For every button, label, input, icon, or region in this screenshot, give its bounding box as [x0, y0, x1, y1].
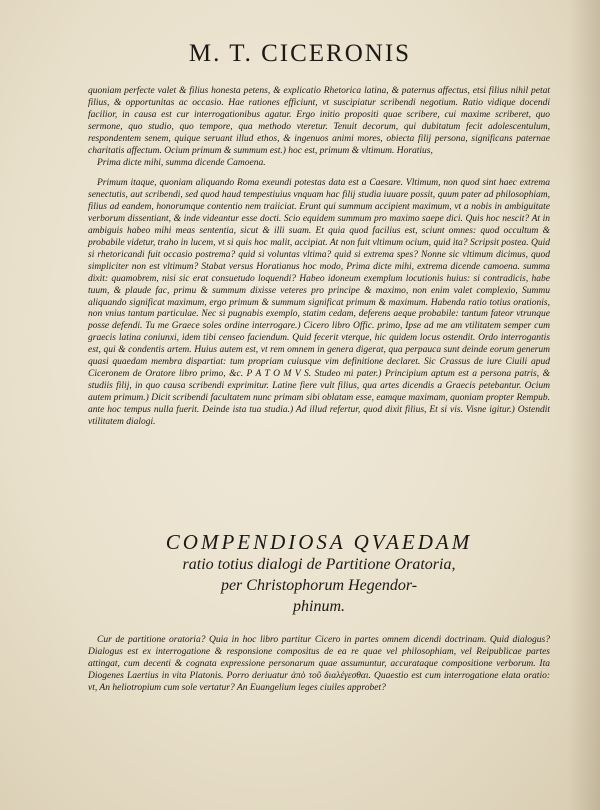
- commentary-block-top: [88, 86, 550, 170]
- commentary-paragraph: quoniam perfecte valet & filius honesta petens, & explicatio Rhetorica latina, & paternus affectus, etsi filius nihil petat filius, & opportunitas ac occasio. Hae rationes efficiunt, vt suscipiatur scribendi negotium. Ratio vidique docendi facilior, in causa est cur interrogationibus agatur. Ergo initio propositi quae scribere, cui maxime scriberet, quo sermone, quo studio, quo tempore, qua methodo vteretur. Tenuit decorum, qui dubitatum fecit adolescentulum, respondentem senem, quique seruant illud ethos, & ingenuos animi mores, obiecta filij persona, significans paternae charitatis affectum. Ocium primum & summum est.) hoc est, primum & vltimum. Horatius,: [88, 86, 550, 156]
- horace-verse: Prima dicte mihi, summa dicende Camoena.: [97, 157, 266, 168]
- section-title: COMPENDIOSA QVAEDAM: [165, 530, 473, 554]
- commentary-paragraph: Primum itaque, quoniam aliquando Roma exeundi potestas data est a Caesare. Vltimum, non quod sint haec extrema senectutis, aut scribendi, sed quod haud tempestiuius vnquam hac filij studia iuuare possit, quum pater ad philosophiam, filius ad eandem, honorumque contentio nem traiiciat. Erunt qui summum accipient maximum, vt a nobis in ambiguitate verborum dissentiant, & inde videantur esse docti. Scio equidem summum pro maximo saepe dici. Quis hoc nescit? At in ambiguis habeo mihi meas sententia, sicut & illi suam. Et quia quod facilius est, sciunt omnes: quod occultum & probabile videtur, traho in lucem, vt si quis hoc malit, accipiat. At non fuit vltimum ocium, quid ita? Scripsit postea. Quid si rhetoricandi fuit occasio postrema? quid si voluntas vltima? quid si extrema spes? Nonne sic vltimum dicimus, quod simpliciter non est vltimum? Stabat versus Horatianus hoc modo, Prima dicte mihi, extrema dicende camoena. summa dixit: quamobrem, nisi sic erat consuetudo loquendi? Habeo idoneum exemplum locutionis huius: si contradicis, habe tuum, & plaude fac, primu & summum dixisse veteres pro principe & maximo, non enim valet complexio, Summu aliquando significat maximum, ergo primum & summum significat primum & maximum. Habenda ratio totius orationis, non vnius tantum particulae. Nec si pugnabis exemplo, statim cedam, deferens aeque probabile: tantum fateor vtrunque posse defendi. Tu me Graece soles ordine interrogare.) Cicero libro Offic. primo, Ipse ad me am vtilitatem semper cum graecis latina coniunxi, idem tibi censeo faciendum. Quid fecerit vterque, hic quidem locus ostendit. Ordo interrogantis est, qui & condentis artem. Huius autem est, vt rem omnem in genera digerat, qua perpauca sunt deinde eorum generum quasi quaedam membra dispartiat: tum propriam cuiusque vim definitione declaret. Sic Crassus de iure Ciuili apud Ciceronem de Oratore libro primo, &c. P A T O M V S. Studeo mi pater.) Principium aptum est a persona patris, & studiis filij, in quo causa scribendi exprimitur. Latine fiere vult filius, qua artes dicendis a Graecis petebantur. Ocium autem primum.) Dicit scribendi facultatem nunc primam sibi oblatam esse, eamque maximam, quoniam propter Rempub. ante hoc tempus nulla fuerit. Deinde ista tua studia.) Ad illud refertur, quod dixit filius, Et si vis. Visne igitur.) Ostendit vtilitatem dialogi.: [88, 178, 550, 428]
- commentary-block-main: [88, 178, 550, 429]
- compendium-text: [88, 635, 550, 695]
- section-subtitle: ratio totius dialogi de Partitione Oratoria,: [182, 556, 456, 573]
- page-fold-shadow: [568, 0, 600, 810]
- section-author-cont: phinum.: [293, 598, 345, 615]
- running-header: M. T. CICERONIS: [188, 40, 412, 67]
- section-author: per Christophorum Hegendor-: [220, 577, 418, 594]
- compendium-paragraph: Cur de partitione oratoria? Quia in hoc libro partitur Cicero in partes omnem dicendi doctrinam. Quid dialogus? Dialogus est ex interrogatione & responsione compositus de ea re quae vel philosophiam, vel Reipublicae partes attingat, cum decenti & cognata expressione personarum quae assumuntur, accurataque compositione verborum. Ita Diogenes Laertius in vita Platonis. Porro deriuatur ἀπὸ τοῦ διαλέγεσθαι. Quaestio est cum interrogatione elata oratio: vt, An heliotropium cum sole vertatur? An Euangelium leges ciuiles approbet?: [88, 635, 550, 693]
